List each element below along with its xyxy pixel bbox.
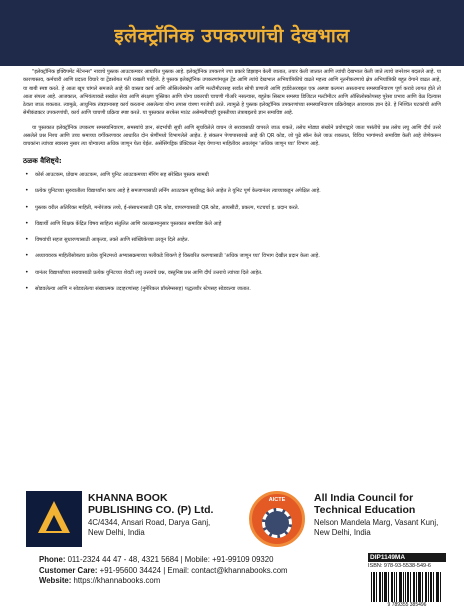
feature-text: विद्यार्थी आणि शिक्षक केंद्रित विषय साहित्य संतुलित आणि कालक्रमानुसार पुस्तकात समाविष्ट केले आहे bbox=[35, 220, 222, 227]
barcode-block bbox=[368, 553, 446, 609]
feature-item bbox=[23, 220, 441, 228]
aicte-logo bbox=[249, 491, 305, 547]
feature-text: विषयांची सहज सुधारण्यासाठी आकृत्या, तक्ते आणि सांख्यिकेच्या ठरवून दिले आहेत. bbox=[35, 237, 190, 244]
barcode-number: 9 789355 385496 bbox=[387, 602, 427, 608]
bullet-icon: • bbox=[25, 285, 29, 293]
website-link[interactable]: https://khannabooks.com bbox=[73, 576, 161, 585]
bullet-icon: • bbox=[25, 268, 29, 276]
publisher-address bbox=[88, 518, 238, 538]
blurb-content bbox=[23, 68, 441, 301]
aicte-name bbox=[314, 492, 459, 516]
bullet-icon: • bbox=[25, 252, 29, 260]
aicte-address bbox=[314, 518, 459, 538]
feature-text: अध्यायवरक माहितीसोबतच प्रत्येक युनिटमध्ये अभ्यासक्रमाच्या पलीकडे शिकणे हे विस्तारित करण्यासाठी 'अधिक जाणून घ्या' विभाग देखील प्रदान केला आहे. bbox=[35, 253, 320, 260]
publisher-name bbox=[88, 492, 238, 516]
feature-item bbox=[23, 252, 441, 260]
bullet-icon: • bbox=[25, 219, 29, 227]
gear-icon bbox=[262, 508, 292, 538]
aicte-address-line1: Nelson Mandela Marg, Vasant Kunj, bbox=[314, 518, 439, 527]
publisher-logo bbox=[26, 491, 82, 547]
feature-list bbox=[23, 171, 441, 293]
customer-care-line bbox=[39, 566, 339, 577]
bullet-icon: • bbox=[25, 203, 29, 211]
feature-text: प्रत्येक युनिटच्या सुरुवातीला विद्यार्थ्यांना काय आहे हे समजण्यासाठी लर्निंग आउटकम सूचीबद्ध केले आहेत ते युनिट पूर्ण केल्यानंतर त्याच्याकडून अपेक्षित आहे. bbox=[35, 188, 321, 195]
aicte-logo-text: AICTE bbox=[268, 497, 286, 503]
feature-text: पुस्तक वरील अतिरिक्त माहिती, मनोरंजक तथ्ये, ई-संसाधनासाठी QR कोड, वापरण्यासाठी QR कोड, आयसीटी, प्रकल्प, गटचर्चा इ. प्रदान करते. bbox=[35, 204, 300, 211]
website-label: Website: bbox=[39, 576, 72, 585]
phone-line bbox=[39, 555, 339, 566]
feature-text: सोडवलेल्या आणि न सोडवलेल्या संख्यात्मक उदाहरणांसह (नुमेरिकल प्रॉब्लेम्ससह) पद्धतशीर स्टेपसह सोडवल्या जातात. bbox=[35, 286, 251, 293]
bullet-icon: • bbox=[25, 187, 29, 195]
aicte-name-line1: All India Council for bbox=[314, 492, 414, 504]
paragraph-intro: "इलेक्ट्रॉनिक इक्विपमेंट मेंटेनन्स" नावाचे पुस्तक आउटकमवर आधारित पुस्तक आहे. इलेक्ट्रॉनिक उपकरणे ज्या प्रकारे डिझाइन केली जातात, तयार केली जातात आणि त्यांची देखभाल केली जाते त्याचे जनरेशन बदलले आहे. या कारणास्तव, कर्मचारी आणि प्रदाता विचारे या ट्रेंडसोबत गती राखली पाहिजे. हे पुस्तक इलेक्ट्रॉनिक उपकरणांमधूल ट्रेंड आणि त्यांचे देखभाल अभियांत्रिकीचे वाढते महत्त्व आणि नूतनीकरणाचे क्षेत्र अभियांत्रिकी बहुत वेगाने वाढत आहे, या बाबी स्पष्ट करते. हे आता खूप चांगले समजले आहे की वास्तव कार्य आणि ऑसिलोस्कोप आणि मल्टीमीटरसह सर्वांत सोपी प्रणाली आणि हार्डवेअरबद्दल एक अस्पष्ट कल्पना असतानाच समस्यानिवारण पूर्ण करावे लागत होते तो आता संपला आहे. आजकाल, अभियंत्याकडे सखोल सेवा आणि संरक्षण पुस्तिका आणि योग्य प्रकारची चाचणी गीअरि नसल्यास, बहुतेक सिस्टम समस्या डिजिटल मल्टीमीटर आणि ऑसिलोस्कोपसह पुरेसा प्रभाव आणि वेळ दिल्यास ठेवता जाऊ शकतात. त्यामुळे, आधुनिक तंत्रज्ञानासह कार्य करताना असलेल्या योग्य तपास यंत्रणा गरजेची ठरते. त्यामुळे हे पुस्तक इलेक्ट्रॉनिक उपकरणांच्या समस्यानिवारण प्रक्रियेबद्दल आवश्यक ज्ञान देते. हे निश्चित घटकांची आणि सेमीकंडक्टर उपकरणांची, कार्य आणि चाचणी प्रक्रिया स्पष्ट करते. या पुस्तकात सरफेस माउंट असेम्ब्लीचाही दुरुस्तीच्या तंत्राबद्दलचे ज्ञान समाविष्ट आहे. bbox=[23, 69, 441, 117]
publisher-address-line1: 4C/4344, Ansari Road, Darya Ganj, bbox=[88, 518, 211, 527]
contact-info bbox=[39, 555, 339, 587]
footer bbox=[0, 482, 464, 614]
isbn-text: ISBN: 978-93-5538-549-6 bbox=[368, 563, 431, 569]
features-heading: ठळक वैशिष्ट्ये: bbox=[23, 156, 62, 165]
feature-item bbox=[23, 171, 441, 179]
customer-care-value: +91-95600 34424 | Email: contact@khannabooks.com bbox=[99, 565, 288, 575]
publisher-name-line1: KHANNA BOOK bbox=[88, 492, 168, 504]
publisher-logo-inner-icon bbox=[46, 515, 62, 531]
publisher-address-line2: New Delhi, India bbox=[88, 528, 145, 537]
feature-item bbox=[23, 236, 441, 244]
feature-item bbox=[23, 187, 441, 195]
barcode-icon bbox=[370, 572, 442, 602]
phone-value: 011-2324 44 47 - 48, 4321 5684 | Mobile: +91-99109 09320 bbox=[67, 555, 274, 564]
bullet-icon: • bbox=[25, 236, 29, 244]
feature-text: यानंतर विद्यार्थ्यांच्या सरावासाठी प्रत्येक युनिटच्या शेवटी लघु उत्तराचे प्रश्न, वस्तुनिष्ठ प्रश्न आणि दीर्घ उत्तराचे त्यांच्या दिले आहेत. bbox=[35, 269, 263, 276]
page-title: इलेक्ट्रॉनिक उपकरणांची देखभाल bbox=[114, 25, 350, 47]
aicte-address-line2: New Delhi, India bbox=[314, 528, 371, 537]
customer-care-label: Customer Care: bbox=[39, 565, 98, 575]
product-code: DIP1149MA bbox=[368, 553, 446, 562]
paragraph-contents: या पुस्तकात इलेक्ट्रॉनिक उपकरण समस्यानिवारण, समस्यांचे ज्ञान, संदर्भाची सूची आणि सूचविलेले वाचन जे सरावासाठी वापरले जाऊ शकते, तसेच मोठ्या संख्येने प्रयोगाद्वारे जाता पसंतीचे प्रश्न तसेच लघु आणि दीर्घ उत्तरे असलेले प्रश्न निश्च आणि उच्च श्रमाच्या वर्गीकरणावर आधारित दोन श्रेणींमध्ये विभागलेले आहेत. हे संकलन पेणापासारखे आहे की QR कोड, जो पुढे स्कॅन केले जाऊ शकतात, विविध भागांमध्ये समाविष्ट केली आहे जेणेकरून वाचकांना त्यांच्या स्वारस्य नुसार त्या योग्याल्या अधिक जाणून घेता येईल. असेसिंगड्रिक प्रॅक्टिकल नेहर येणाऱ्या माहितीवर अवलंबून 'अधिक जाणून घ्या' विभाग आहे. bbox=[23, 124, 441, 148]
website-line bbox=[39, 576, 339, 587]
bullet-icon: • bbox=[25, 170, 29, 178]
feature-item bbox=[23, 285, 441, 293]
feature-item bbox=[23, 269, 441, 277]
publisher-name-line2: PUBLISHING CO. (P) Ltd. bbox=[88, 504, 214, 516]
aicte-name-line2: Technical Education bbox=[314, 504, 416, 516]
feature-item bbox=[23, 204, 441, 212]
feature-text: कोर्स आउटकम, प्रोग्राम आउटकम, आणि युनिट आउटकमच्या मॅपिंग सह संरेखित पुस्तक सामग्री bbox=[35, 171, 209, 178]
phone-label: Phone: bbox=[39, 555, 66, 564]
